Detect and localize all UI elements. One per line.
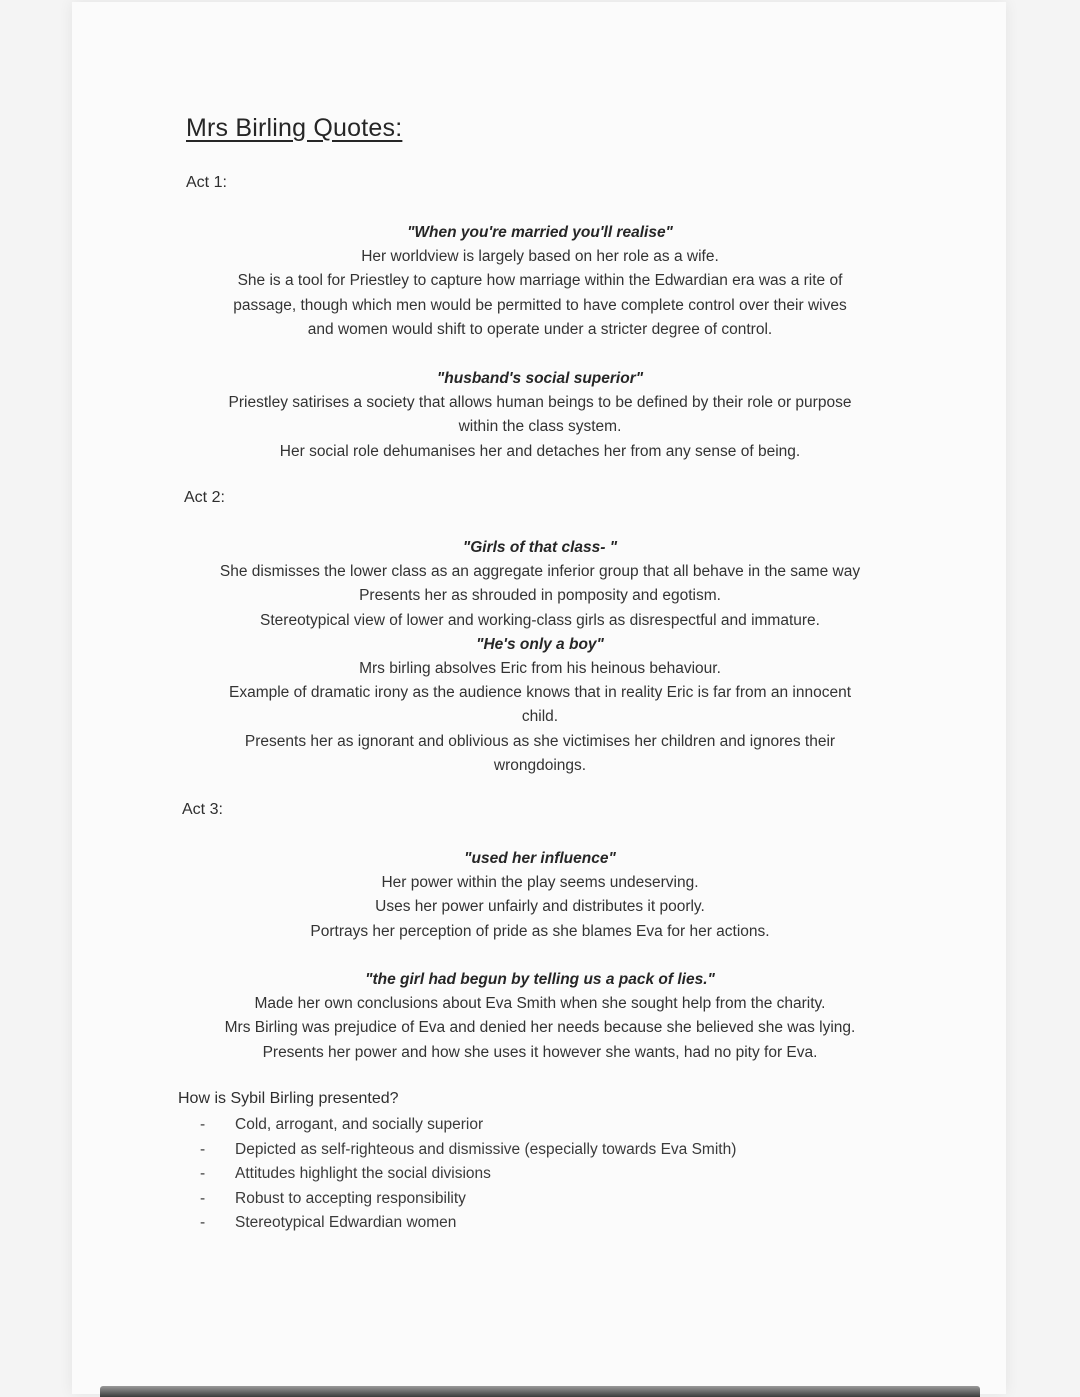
list-item bbox=[200, 1138, 736, 1163]
list-item-text: Depicted as self-righteous and dismissive (especially towards Eva Smith) bbox=[235, 1140, 737, 1158]
analysis-line: She dismisses the lower class as an aggregate inferior group that all behave in the same way bbox=[219, 563, 861, 581]
analysis-line: Uses her power unfairly and distributes it poorly. bbox=[375, 898, 705, 916]
analysis-line: child. bbox=[521, 708, 559, 726]
quote: "He's only a boy" bbox=[476, 635, 604, 653]
analysis-line: She is a tool for Priestley to capture how marriage within the Edwardian era was a rite of bbox=[237, 272, 843, 290]
scan-edge-shadow bbox=[100, 1386, 980, 1397]
bullet-dash: - bbox=[200, 1189, 206, 1207]
bullet-dash: - bbox=[200, 1214, 206, 1231]
analysis-line: Portrays her perception of pride as she blames Eva for her actions. bbox=[310, 922, 770, 940]
analysis-line: and women would shift to operate under a stricter degree of control. bbox=[307, 320, 773, 338]
act-3-quote-block-1 bbox=[160, 847, 920, 944]
analysis-line: Her power within the play seems undeserving. bbox=[381, 874, 699, 892]
act-1-heading: Act 1: bbox=[186, 174, 227, 191]
analysis-line: Stereotypical view of lower and working-class girls as disrespectful and immature. bbox=[260, 611, 820, 629]
analysis-line: Example of dramatic irony as the audience knows that in reality Eric is far from an innocent bbox=[228, 684, 851, 702]
analysis-line: wrongdoings. bbox=[493, 756, 587, 774]
bullet-dash: - bbox=[200, 1116, 206, 1133]
analysis-line: Made her own conclusions about Eva Smith when she sought help from the charity. bbox=[254, 995, 826, 1013]
analysis-line: Priestley satirises a society that allows human beings to be defined by their role or purpose bbox=[228, 394, 852, 412]
analysis-line: Her worldview is largely based on her role as a wife. bbox=[361, 248, 719, 266]
quote: "Girls of that class- " bbox=[462, 539, 618, 556]
page-title: Mrs Birling Quotes: bbox=[186, 114, 403, 142]
quote: "husband's social superior" bbox=[436, 370, 644, 387]
quote: "the girl had begun by telling us a pack of lies." bbox=[365, 971, 715, 988]
act-3-quote-block-2 bbox=[160, 968, 920, 1065]
analysis-line: Presents her as shrouded in pomposity and egotism. bbox=[359, 587, 721, 605]
list-item bbox=[200, 1162, 736, 1187]
bullet-dash: - bbox=[200, 1140, 206, 1158]
analysis-line: passage, though which men would be permitted to have complete control over their wives bbox=[233, 296, 847, 314]
list-item bbox=[200, 1211, 736, 1236]
list-item-text: Stereotypical Edwardian women bbox=[235, 1214, 457, 1231]
list-item-text: Attitudes highlight the social divisions bbox=[235, 1165, 491, 1182]
act-3-heading: Act 3: bbox=[182, 801, 223, 818]
analysis-line: Presents her as ignorant and oblivious as she victimises her children and ignores their bbox=[244, 732, 836, 750]
analysis-line: within the class system. bbox=[458, 418, 622, 436]
quote: "used her influence" bbox=[464, 850, 616, 867]
list-item-text: Robust to accepting responsibility bbox=[235, 1189, 466, 1207]
presentation-list bbox=[200, 1113, 736, 1236]
analysis-line: Her social role dehumanises her and detaches her from any sense of being. bbox=[279, 442, 801, 460]
list-item-text: Cold, arrogant, and socially superior bbox=[235, 1116, 484, 1133]
list-item bbox=[200, 1187, 736, 1212]
list-item bbox=[200, 1113, 736, 1138]
act-1-quote-block-1 bbox=[160, 221, 920, 342]
analysis-line: Mrs birling absolves Eric from his heinous behaviour. bbox=[359, 660, 721, 678]
act-1-quote-block-2 bbox=[160, 367, 920, 464]
act-2-quote-block bbox=[160, 536, 920, 778]
analysis-line: Mrs Birling was prejudice of Eva and denied her needs because she believed she was lying. bbox=[224, 1019, 856, 1037]
bullet-dash: - bbox=[200, 1165, 206, 1182]
analysis-line: Presents her power and how she uses it however she wants, had no pity for Eva. bbox=[262, 1043, 818, 1061]
act-2-heading: Act 2: bbox=[184, 489, 225, 506]
presentation-heading: How is Sybil Birling presented? bbox=[178, 1090, 399, 1107]
quote: "When you're married you'll realise" bbox=[407, 224, 673, 241]
